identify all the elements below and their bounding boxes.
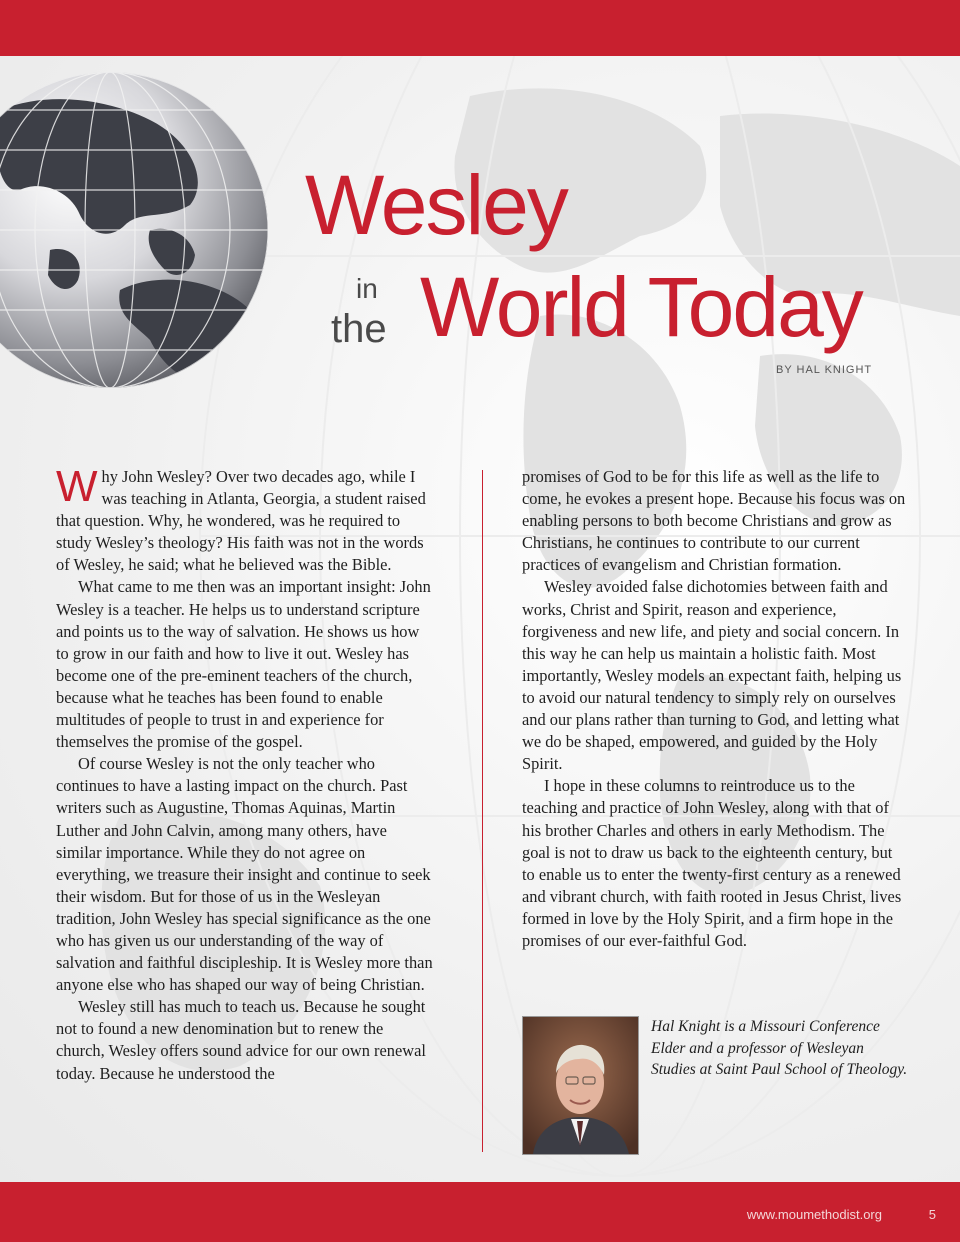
footer-url[interactable]: www.moumethodist.org: [746, 1207, 882, 1222]
paragraph-2: What came to me then was an important insight: John Wesley is a teacher. He helps us to understand scripture and points us to the way of salvation. He shows us how to grow in our faith and how to live it out. Wesley has become one of the pre-eminent teachers of the church, because what he teaches has been found to enable multitudes of people to trust in and experience for themselves the promise of the gospel.: [56, 577, 431, 752]
paragraph-6: Wesley avoided false dichotomies between faith and works, Christ and Spirit, reason and experience, forgiveness and new life, and piety and social concern. In this way he can help us maintain a holistic faith. Most importantly, Wesley models an expectant faith, helping us to avoid our natural tendency to simply rely on ourselves and our plans rather than turning to God, and letting what we do be shaped, empowered, and guided by the Holy Spirit.: [522, 577, 902, 774]
paragraph-4: Wesley still has much to teach us. Because he sought not to found a new denomination but to renew the church, Wesley offers sound advice for our own renewal today. Because he understood the: [56, 997, 426, 1083]
author-photo: [522, 1016, 639, 1155]
article-left-column: [56, 462, 436, 1085]
paragraph-5: promises of God to be for this life as well as the life to come, he evokes a present hope. Because his focus was on enabling persons to both become Christians and grow as Christians, he continues to contribute to our current practices of evangelism and Christian formation.: [522, 467, 906, 575]
title-in: in: [356, 273, 378, 304]
paragraph-1: Why John Wesley? Over two decades ago, while I was teaching in Atlanta, Georgia, a student raised that question. Why, he wondered, was he required to study Wesley’s theology? His faith was not in the words of Wesley, he said; what he believed was the Bible.: [56, 462, 426, 575]
paragraph-3: Of course Wesley is not the only teacher who continues to have a lasting impact on the church. Past writers such as Augustine, Thomas Aquinas, Martin Luther and John Calvin, among many others, have similar importance. While they do not agree on everything, we treasure their insight and continue to seek their wisdom. But for those of us in the Wesleyan tradition, John Wesley has special significance as the one who has given us our understanding of the way of salvation and faithful discipleship. It is Wesley more than anyone else who has shaped our way of being Christian.: [56, 754, 433, 995]
paragraph-7: I hope in these columns to reintroduce us to the teaching and practice of John Wesley, along with that of his brother Charles and others in early Methodism. The goal is not to draw us back to the eighteenth century, but to enable us to enter the twenty-first century as a renewed and vibrant church, with faith rooted in Jesus Christ, lives formed in love by the Holy Spirit, and a firm hope in the promises of our ever-faithful God.: [522, 776, 902, 950]
title-world-today: World Today: [420, 260, 862, 354]
title-wesley: Wesley: [305, 158, 567, 252]
drop-cap: W: [56, 462, 98, 511]
author-bio: Hal Knight is a Missouri Conference Elder and a professor of Wesleyan Studies at Saint Paul School of Theology.: [651, 1018, 908, 1078]
column-divider: [482, 470, 483, 1152]
page-number: 5: [928, 1207, 936, 1222]
article-right-column: [522, 466, 907, 952]
globe-image: [0, 30, 290, 420]
byline: BY HAL KNIGHT: [776, 364, 873, 376]
title-the: the: [331, 307, 387, 351]
